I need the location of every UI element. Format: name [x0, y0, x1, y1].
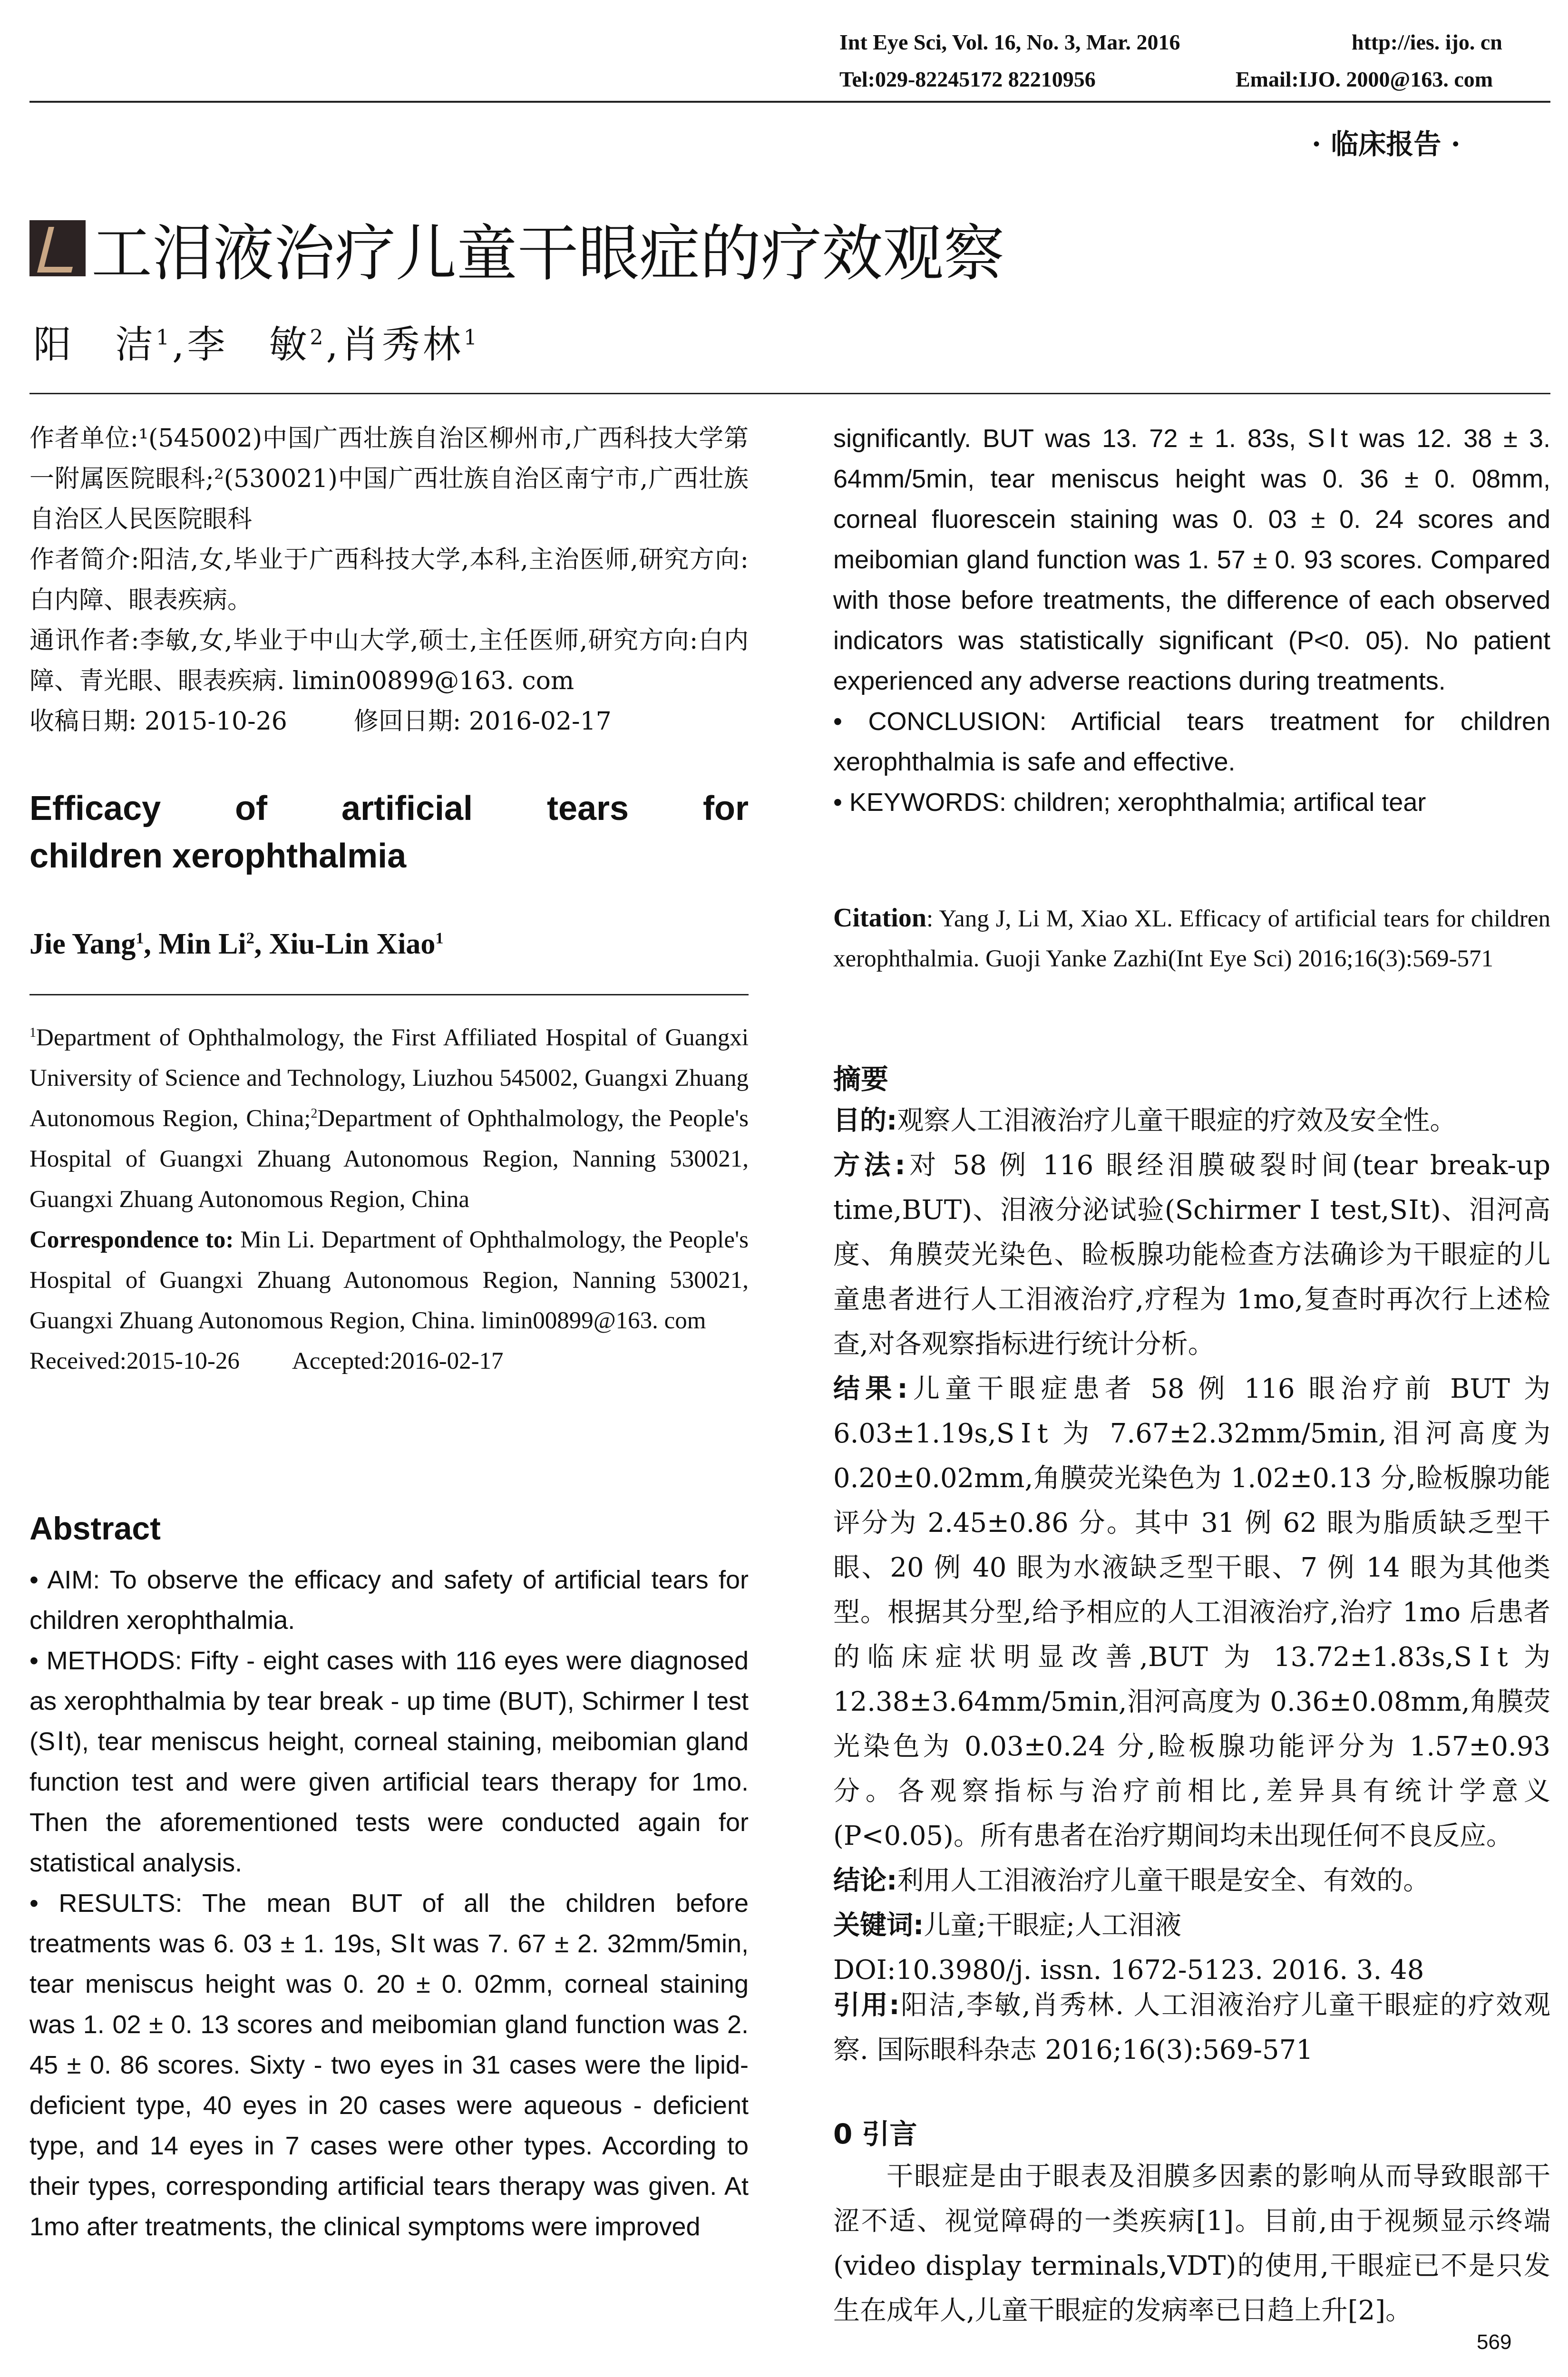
citation-text: : Yang J, Li M, Xiao XL. Efficacy of artificial tears for children xerophthalmia. Guoji Yanke Zazhi(Int Eye Sci) 2016;16(3):569-571: [833, 906, 1550, 972]
citation-zh-text: 阳洁,李敏,肖秀林. 人工泪液治疗儿童干眼症的疗效观察. 国际眼科杂志 2016;16(3):569-571: [833, 1990, 1550, 2065]
affil-2-mark: 2: [311, 1106, 318, 1121]
citation-en: [833, 898, 1550, 979]
author-rule: [29, 393, 1550, 394]
en-author-2: Min Li: [158, 928, 246, 960]
en-title-word: of: [235, 789, 268, 828]
author-2: 李 敏: [187, 322, 310, 367]
accepted-date-en: Accepted:2016-02-17: [292, 1348, 504, 1374]
en-author-1-affil: 1: [136, 929, 144, 947]
abstract-results-part2: significantly. BUT was 13. 72 ± 1. 83s, SⅠt was 12. 38 ± 3. 64mm/5min, tear meniscus height was 0. 36 ± 0. 08mm, corneal fluorescein staining was 0. 03 ± 0. 24 scores and meibomian gland function was 1. 57 ± 0. 93 scores. Compared with those before treatments, the difference of each observed indicators was statistically significant (P<0. 05). No patient experienced any adverse reactions during treatments.: [833, 424, 1550, 695]
citation-zh: [833, 1983, 1550, 2073]
author-1: 阳 洁: [33, 322, 156, 367]
english-authors: Jie Yang$^1$, Min Li$^2$, Xiu-Lin Xiao$^1$: [29, 928, 444, 960]
intro-body: [833, 2154, 1550, 2333]
author-bio: 作者简介:阳洁,女,毕业于广西科技大学,本科,主治医师,研究方向:白内障、眼表疾病。: [29, 546, 749, 614]
abstract-results-part1: • RESULTS: The mean BUT of all the children before treatments was 6. 03 ± 1. 19s, SⅠt was 7. 67 ± 2. 32mm/5min, tear meniscus height was 0. 20 ± 0. 02mm, corneal staining was 1. 02 ± 0. 13 scores and meibomian gland function was 2. 45 ± 0. 86 scores. Sixty - two eyes in 31 cases were the lipid-deficient type, 40 eyes in 20 cases were aqueous - deficient type, and 14 eyes in 7 cases were other types. According to their types, corresponding artificial tears therapy was given. At 1mo after treatments, the clinical symptoms were improved: [29, 1889, 749, 2241]
authors-cn: [33, 314, 480, 369]
abstract-aim: • AIM: To observe the efficacy and safety of artificial tears for children xerophthalmia.: [29, 1566, 749, 1635]
author-unit: 作者单位:¹(545002)中国广西壮族自治区柳州市,广西科技大学第一附属医院眼科;²(530021)中国广西壮族自治区南宁市,广西壮族自治区人民医院眼科: [29, 424, 749, 534]
received-date-cn: 收稿日期: 2015-10-26: [29, 707, 287, 736]
author-3: 肖秀林: [341, 322, 464, 367]
zh-keywords: 儿童;干眼症;人工泪液: [924, 1910, 1182, 1941]
abstract-left: [29, 1560, 749, 2247]
journal-url: http://ies. ijo. cn: [1352, 30, 1502, 54]
zh-keywords-label: 关键词:: [833, 1910, 924, 1941]
en-title-word: tears: [546, 789, 629, 828]
citation-label: Citation: [833, 903, 926, 933]
author-2-affil: 2: [310, 325, 326, 350]
en-title-word: Efficacy: [29, 789, 161, 828]
journal-citation: Int Eye Sci, Vol. 16, No. 3, Mar. 2016: [839, 30, 1180, 54]
en-title-word: artificial: [341, 789, 473, 828]
zh-conclusion-label: 结论:: [833, 1865, 897, 1896]
en-title-word: for: [703, 789, 749, 828]
intro-paragraph: 干眼症是由于眼表及泪膜多因素的影响从而导致眼部干涩不适、视觉障碍的一类疾病[1]。目前,由于视频显示终端(video display terminals,VDT)的使用,干眼症已不是只发生在成年人,儿童干眼症的发病率已日趋上升[2]。: [833, 2161, 1550, 2326]
doi: DOI:10.3980/j. issn. 1672-5123. 2016. 3. 48: [833, 1955, 1424, 1986]
title-first-character-mark: [29, 220, 86, 276]
page-number: 569: [1477, 2330, 1512, 2354]
journal-email: Email:IJO. 2000@163. com: [1236, 67, 1493, 91]
affil-1: Department of Ophthalmology, the First Affiliated Hospital of Guangxi University of Science and Technology, Liuzhou 545002, Guangxi Zhuang Autonomous Region, China;: [29, 1024, 749, 1132]
dates-cn: [29, 701, 749, 742]
revised-date-cn: 修回日期: 2016-02-17: [353, 707, 612, 736]
english-title: [29, 785, 749, 880]
zh-abstract: [833, 1099, 1550, 1993]
author-1-affil: 1: [156, 325, 172, 350]
zh-results: 儿童干眼症患者 58 例 116 眼治疗前 BUT 为 6.03±1.19s,SⅠt 为 7.67±2.32mm/5min,泪河高度为 0.20±0.02mm,角膜荧光染色为 1.02±0.13 分,睑板腺功能评分为 2.45±0.86 分。其中 31 例 62 眼为脂质缺乏型干眼、20 例 40 眼为水液缺乏型干眼、7 例 14 眼为其他类型。根据其分型,给予相应的人工泪液治疗,治疗 1mo 后患者的临床症状明显改善,BUT 为 13.72±1.83s,SⅠt 为 12.38±3.64mm/5min,泪河高度为 0.36±0.08mm,角膜荧光染色为 0.03±0.24 分,睑板腺功能评分为 1.57±0.93 分。各观察指标与治疗前相比,差异具有统计学意义(P<0.05)。所有患者在治疗期间均未出现任何不良反应。: [833, 1374, 1550, 1851]
correspondence-text: Min Li. Department of Ophthalmology, the People's Hospital of Guangxi Zhuang Autonomous Region, Nanning 530021, Guangxi Zhuang Autonomous Region, China. limin00899@163. com: [29, 1227, 749, 1334]
corresponding-author: 通讯作者:李敏,女,毕业于中山大学,硕士,主任医师,研究方向:白内障、青光眼、眼表疾病. limin00899@163. com: [29, 626, 749, 695]
correspondence-label: Correspondence to:: [29, 1227, 234, 1253]
citation-zh-label: 引用:: [833, 1990, 900, 2021]
zh-abstract-heading: 摘要: [833, 1063, 889, 1095]
title-text: 工泪液治疗儿童干眼症的疗效观察: [91, 218, 1005, 289]
abstract-keywords: • KEYWORDS: children; xerophthalmia; artifical tear: [833, 788, 1426, 817]
affiliations-en: [29, 1018, 749, 1382]
author-3-affil: 1: [463, 325, 480, 350]
affil-1-mark: 1: [29, 1025, 37, 1040]
article-category: · 临床报告 ·: [1312, 128, 1461, 160]
en-author-1: Jie Yang: [29, 928, 136, 960]
en-author-3-affil: 1: [435, 929, 444, 947]
intro-heading: 0 引言: [833, 2118, 917, 2150]
zh-results-label: 结果:: [833, 1374, 908, 1404]
en-author-2-affil: 2: [246, 929, 254, 947]
en-author-3: Xiu-Lin Xiao: [269, 928, 436, 960]
author-info: [29, 419, 749, 742]
zh-methods: 对 58 例 116 眼经泪膜破裂时间(tear break-up time,BUT)、泪液分泌试验(Schirmer Ⅰ test,SⅠt)、泪河高度、角膜荧光染色、睑板腺功能检查方法确诊为干眼症的儿童患者进行人工泪液治疗,疗程为 1mo,复查时再次行上述检查,对各观察指标进行统计分析。: [833, 1150, 1550, 1360]
abstract-methods: • METHODS: Fifty - eight cases with 116 eyes were diagnosed as xerophthalmia by tear break - up time (BUT), Schirmer Ⅰ test (SⅠt), tear meniscus height, corneal staining, meibomian gland function test and were given artificial tears therapy for 1mo. Then the aforementioned tests were conducted again for statistical analysis.: [29, 1646, 749, 1877]
zh-aim: 观察人工泪液治疗儿童干眼症的疗效及安全性。: [897, 1105, 1457, 1136]
affil-2: Department of Ophthalmology, the People's Hospital of Guangxi Zhuang Autonomous Region, Nanning 530021, Guangxi Zhuang Autonomous Region, China: [29, 1105, 749, 1213]
article-title: [29, 205, 1004, 292]
received-date-en: Received:2015-10-26: [29, 1348, 240, 1374]
en-title-line2: children xerophthalmia: [29, 837, 407, 875]
zh-methods-label: 方法:: [833, 1150, 906, 1181]
zh-aim-label: 目的:: [833, 1105, 897, 1136]
author-sep: ,: [326, 322, 341, 367]
author-sep: ,: [172, 322, 187, 367]
header-rule: [29, 101, 1550, 103]
abstract-heading: Abstract: [29, 1510, 161, 1547]
abstract-conclusion: • CONCLUSION: Artificial tears treatment for children xerophthalmia is safe and effective.: [833, 707, 1550, 776]
zh-conclusion: 利用人工泪液治疗儿童干眼是安全、有效的。: [897, 1865, 1430, 1896]
en-author-rule: [29, 994, 749, 995]
journal-tel: Tel:029-82245172 82210956: [839, 67, 1096, 91]
abstract-right: [833, 419, 1550, 823]
